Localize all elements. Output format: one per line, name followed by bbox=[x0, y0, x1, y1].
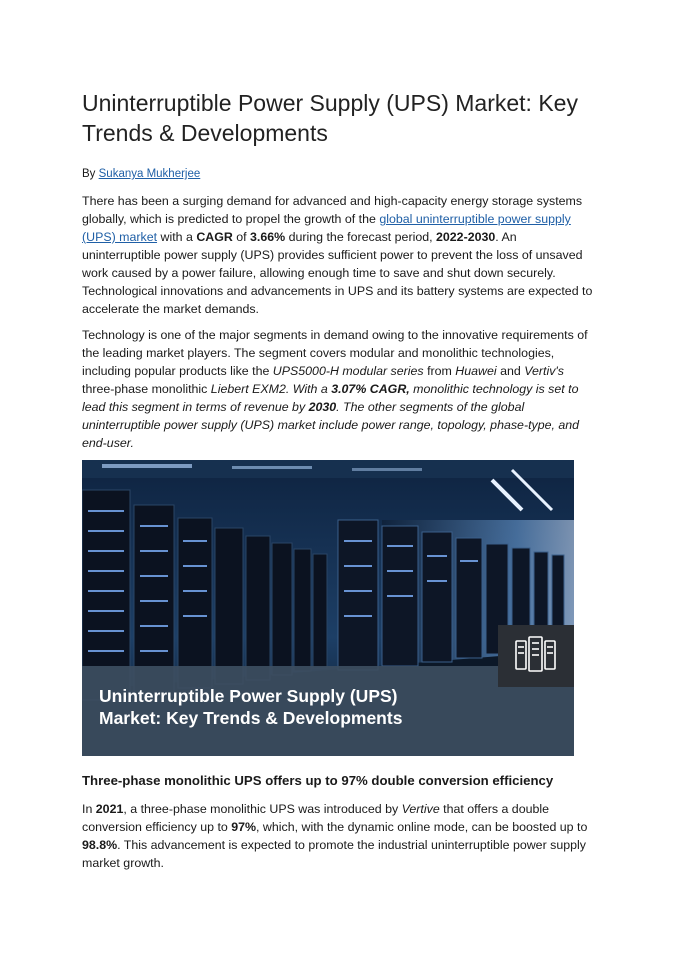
vertiv-paragraph bbox=[82, 800, 598, 872]
text: with a bbox=[157, 230, 197, 244]
text: of bbox=[232, 230, 251, 244]
text: There has been a surging demand for advanced and high-capacity energy storage systems globally, which is predicted to propel the growth of the bbox=[82, 194, 583, 226]
company-name: Vertiv's bbox=[524, 364, 564, 378]
hero-image bbox=[82, 460, 574, 756]
market-report-link[interactable]: global uninterruptible power supply (UPS) market bbox=[82, 212, 571, 244]
server-rack-icon bbox=[498, 625, 574, 687]
text: . An uninterruptible power supply (UPS) provides sufficient power to prevent the loss of unsaved work caused by a power failure, allowing enough time to save and shut down securely. Technological innovations and advancements in UPS and its battery systems are expected to accelerate the market demands. bbox=[82, 230, 593, 316]
product-name: UPS5000-H modular series bbox=[272, 364, 424, 378]
text: . The other segments of the global uninterruptible power supply (UPS) market include power range, topology, phase-type, and end-user. bbox=[82, 400, 580, 450]
product-name: Liebert EXM2. With a bbox=[210, 382, 332, 396]
text: Technology is one of the major segments in demand owing to the innovative requirements of the leading market players. The segment covers modular and monolithic technologies, including popular products like the bbox=[82, 328, 588, 378]
text: , which, with the dynamic online mode, can be boosted up to bbox=[256, 820, 588, 834]
technology-paragraph bbox=[82, 326, 598, 452]
text: that offers a double conversion efficiency up to bbox=[82, 802, 550, 834]
banner-line-1: Uninterruptible Power Supply (UPS) bbox=[99, 686, 398, 706]
text: , a three-phase monolithic UPS was introduced by bbox=[123, 802, 402, 816]
page-title: Uninterruptible Power Supply (UPS) Market: Key Trends & Developments bbox=[82, 90, 578, 146]
text: during the forecast period, bbox=[285, 230, 436, 244]
author-link[interactable]: Sukanya Mukherjee bbox=[98, 168, 201, 180]
company-name: Huawei bbox=[455, 364, 497, 378]
cagr-value: 3.66% bbox=[250, 230, 286, 244]
cagr-label: CAGR bbox=[196, 230, 233, 244]
text: three-phase monolithic bbox=[82, 382, 211, 396]
text: monolithic technology is set to lead this segment in terms of revenue by bbox=[82, 382, 579, 414]
byline-prefix: By bbox=[82, 168, 99, 180]
icon-box bbox=[498, 625, 574, 687]
company-name: Vertive bbox=[401, 802, 440, 816]
forecast-period: 2022-2030 bbox=[436, 230, 496, 244]
text: In bbox=[82, 802, 96, 816]
banner-line-2: Market: Key Trends & Developments bbox=[99, 708, 403, 728]
section-heading: Three-phase monolithic UPS offers up to 97% double conversion efficiency bbox=[82, 773, 554, 788]
year: 2021 bbox=[95, 802, 124, 816]
year: 2030 bbox=[308, 400, 337, 414]
efficiency-value: 97% bbox=[231, 820, 257, 834]
text: and bbox=[496, 364, 525, 378]
text: from bbox=[423, 364, 456, 378]
cagr-value: 3.07% CAGR, bbox=[331, 382, 410, 396]
byline bbox=[82, 166, 598, 182]
text: . This advancement is expected to promote the industrial uninterruptible power supply market growth. bbox=[82, 838, 586, 870]
article bbox=[82, 88, 598, 880]
boosted-efficiency-value: 98.8% bbox=[82, 838, 118, 852]
banner-title bbox=[99, 685, 402, 729]
intro-paragraph bbox=[82, 192, 598, 318]
